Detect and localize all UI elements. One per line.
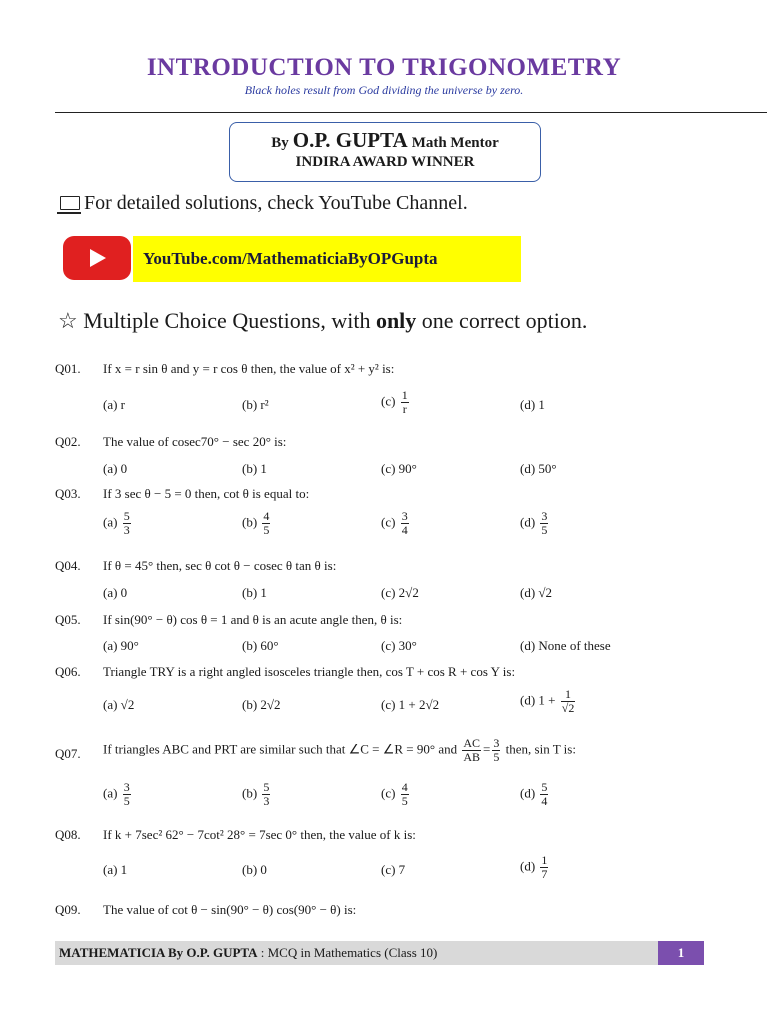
fraction (462, 737, 481, 764)
option-label: (d) (520, 785, 536, 801)
question-text (103, 737, 576, 764)
option-label: (d) 1 + (520, 692, 556, 708)
option-label: (d) (520, 858, 536, 874)
numerator: 3 (123, 780, 130, 794)
youtube-note (60, 192, 468, 215)
option-a: (a) 0 (103, 461, 128, 476)
author-box (229, 122, 541, 182)
fraction (540, 510, 548, 537)
option-d (520, 510, 550, 537)
question-number: Q07. (55, 746, 81, 761)
numerator: 3 (401, 509, 408, 523)
numerator: 5 (123, 509, 130, 523)
footer-text: : MCQ in Mathematics (Class 10) (257, 945, 438, 960)
option-label: (a) (103, 785, 118, 801)
numerator: 4 (401, 780, 408, 794)
footer-brand: MATHEMATICIA By O.P. GUPTA (59, 945, 258, 960)
fraction (262, 781, 270, 808)
mcq-heading-post: one correct option. (421, 308, 588, 333)
youtube-note-text: For detailed solutions, check YouTube Channel. (84, 192, 468, 214)
option-d: (d) None of these (520, 638, 611, 653)
option-a (103, 781, 133, 808)
question-text: The value of cot θ − sin(90° − θ) cos(90° − θ) is: (103, 902, 357, 917)
numerator: 1 (541, 853, 548, 867)
numerator: 1 (401, 388, 408, 402)
option-b: (b) 1 (242, 585, 267, 600)
denominator: 7 (541, 867, 548, 881)
fraction (401, 389, 409, 416)
denominator: √2 (561, 701, 575, 715)
question-number: Q05. (55, 612, 81, 627)
denominator: 5 (541, 523, 548, 537)
option-c (381, 510, 411, 537)
question-number: Q08. (55, 827, 81, 842)
option-a: (a) 90° (103, 638, 139, 653)
option-c (381, 781, 411, 808)
option-c: (c) 90° (381, 461, 417, 476)
option-d (520, 688, 577, 715)
denominator: 5 (493, 750, 500, 764)
denominator: 5 (123, 794, 130, 808)
option-b: (b) 0 (242, 862, 267, 877)
question-text: If 3 sec θ − 5 = 0 then, cot θ is equal to: (103, 486, 310, 501)
author-line (230, 128, 540, 153)
option-label: (c) (381, 393, 396, 409)
option-b: (b) 60° (242, 638, 279, 653)
option-b (242, 510, 272, 537)
fraction (492, 737, 500, 764)
author-role: Math Mentor (411, 135, 499, 151)
option-a: (a) 1 (103, 862, 128, 877)
denominator: 4 (541, 794, 548, 808)
equals-sign: = (483, 741, 491, 757)
question-number: Q01. (55, 361, 81, 376)
page-footer (55, 941, 658, 965)
option-a (103, 510, 133, 537)
option-d: (d) √2 (520, 585, 553, 600)
play-icon (90, 249, 106, 267)
denominator: 3 (123, 523, 130, 537)
question-number: Q06. (55, 664, 81, 679)
question-text: If x = r sin θ and y = r cos θ then, the value of x² + y² is: (103, 361, 395, 376)
question-text-post: then, sin T is: (505, 741, 576, 757)
option-d (520, 781, 550, 808)
option-a: (a) 0 (103, 585, 128, 600)
question-text: If θ = 45° then, sec θ cot θ − cosec θ tan θ is: (103, 558, 337, 573)
denominator: 3 (263, 794, 270, 808)
question-number: Q03. (55, 486, 81, 501)
option-b: (b) 1 (242, 461, 267, 476)
option-c: (c) 2√2 (381, 585, 419, 600)
option-a: (a) √2 (103, 697, 135, 712)
numerator: 5 (263, 780, 270, 794)
question-text: The value of cosec70° − sec 20° is: (103, 434, 287, 449)
denominator: 5 (263, 523, 270, 537)
header-divider (55, 112, 767, 113)
laptop-icon (60, 196, 80, 210)
fraction (401, 510, 409, 537)
fraction (561, 688, 576, 715)
numerator: 1 (561, 688, 576, 702)
youtube-logo-icon[interactable] (63, 236, 131, 280)
option-c: (c) 30° (381, 638, 417, 653)
option-b: (b) r² (242, 397, 269, 412)
option-c (381, 389, 411, 416)
fraction (540, 854, 548, 881)
fraction (401, 781, 409, 808)
page-title: INTRODUCTION TO TRIGONOMETRY (146, 54, 622, 81)
option-label: (b) (242, 785, 258, 801)
question-number: Q09. (55, 902, 81, 917)
numerator: 4 (263, 509, 270, 523)
option-label: (d) (520, 514, 536, 530)
denominator: 5 (401, 794, 408, 808)
page-number: 1 (658, 941, 704, 965)
option-d (520, 854, 550, 881)
numerator: 5 (541, 780, 548, 794)
page-subtitle: Black holes result from God dividing the universe by zero. (244, 83, 524, 97)
question-text-pre: If triangles ABC and PRT are similar such that ∠C = ∠R = 90° and (103, 741, 458, 757)
option-d: (d) 1 (520, 397, 545, 412)
numerator: 3 (541, 509, 548, 523)
denominator: r (402, 402, 407, 416)
option-label: (b) (242, 514, 258, 530)
question-number: Q04. (55, 558, 81, 573)
fraction (123, 510, 131, 537)
option-b (242, 781, 272, 808)
option-c: (c) 1 + 2√2 (381, 697, 440, 712)
youtube-link[interactable]: YouTube.com/MathematiciaByOPGupta (133, 236, 521, 282)
option-c: (c) 7 (381, 862, 406, 877)
question-text: If sin(90° − θ) cos θ = 1 and θ is an acute angle then, θ is: (103, 612, 403, 627)
question-text: Triangle TRY is a right angled isosceles triangle then, cos T + cos R + cos Y is: (103, 664, 516, 679)
denominator: 4 (401, 523, 408, 537)
question-text: If k + 7sec² 62° − 7cot² 28° = 7sec 0° then, the value of k is: (103, 827, 416, 842)
fraction (262, 510, 270, 537)
mcq-heading-bold: only (375, 308, 417, 333)
option-label: (c) (381, 785, 396, 801)
mcq-heading-pre: Multiple Choice Questions, with (83, 308, 371, 333)
fraction (123, 781, 131, 808)
numerator: 3 (493, 736, 500, 750)
denominator: AB (463, 750, 481, 764)
option-label: (a) (103, 514, 118, 530)
option-d: (d) 50° (520, 461, 557, 476)
star-icon: ☆ (58, 308, 78, 333)
question-number: Q02. (55, 434, 81, 449)
option-label: (c) (381, 514, 396, 530)
author-award: INDIRA AWARD WINNER (295, 154, 475, 170)
option-b: (b) 2√2 (242, 697, 281, 712)
mcq-heading (58, 308, 587, 334)
author-by: By (271, 135, 289, 151)
author-name: O.P. GUPTA (292, 128, 408, 152)
option-a: (a) r (103, 397, 126, 412)
numerator: AC (463, 736, 481, 750)
fraction (540, 781, 548, 808)
